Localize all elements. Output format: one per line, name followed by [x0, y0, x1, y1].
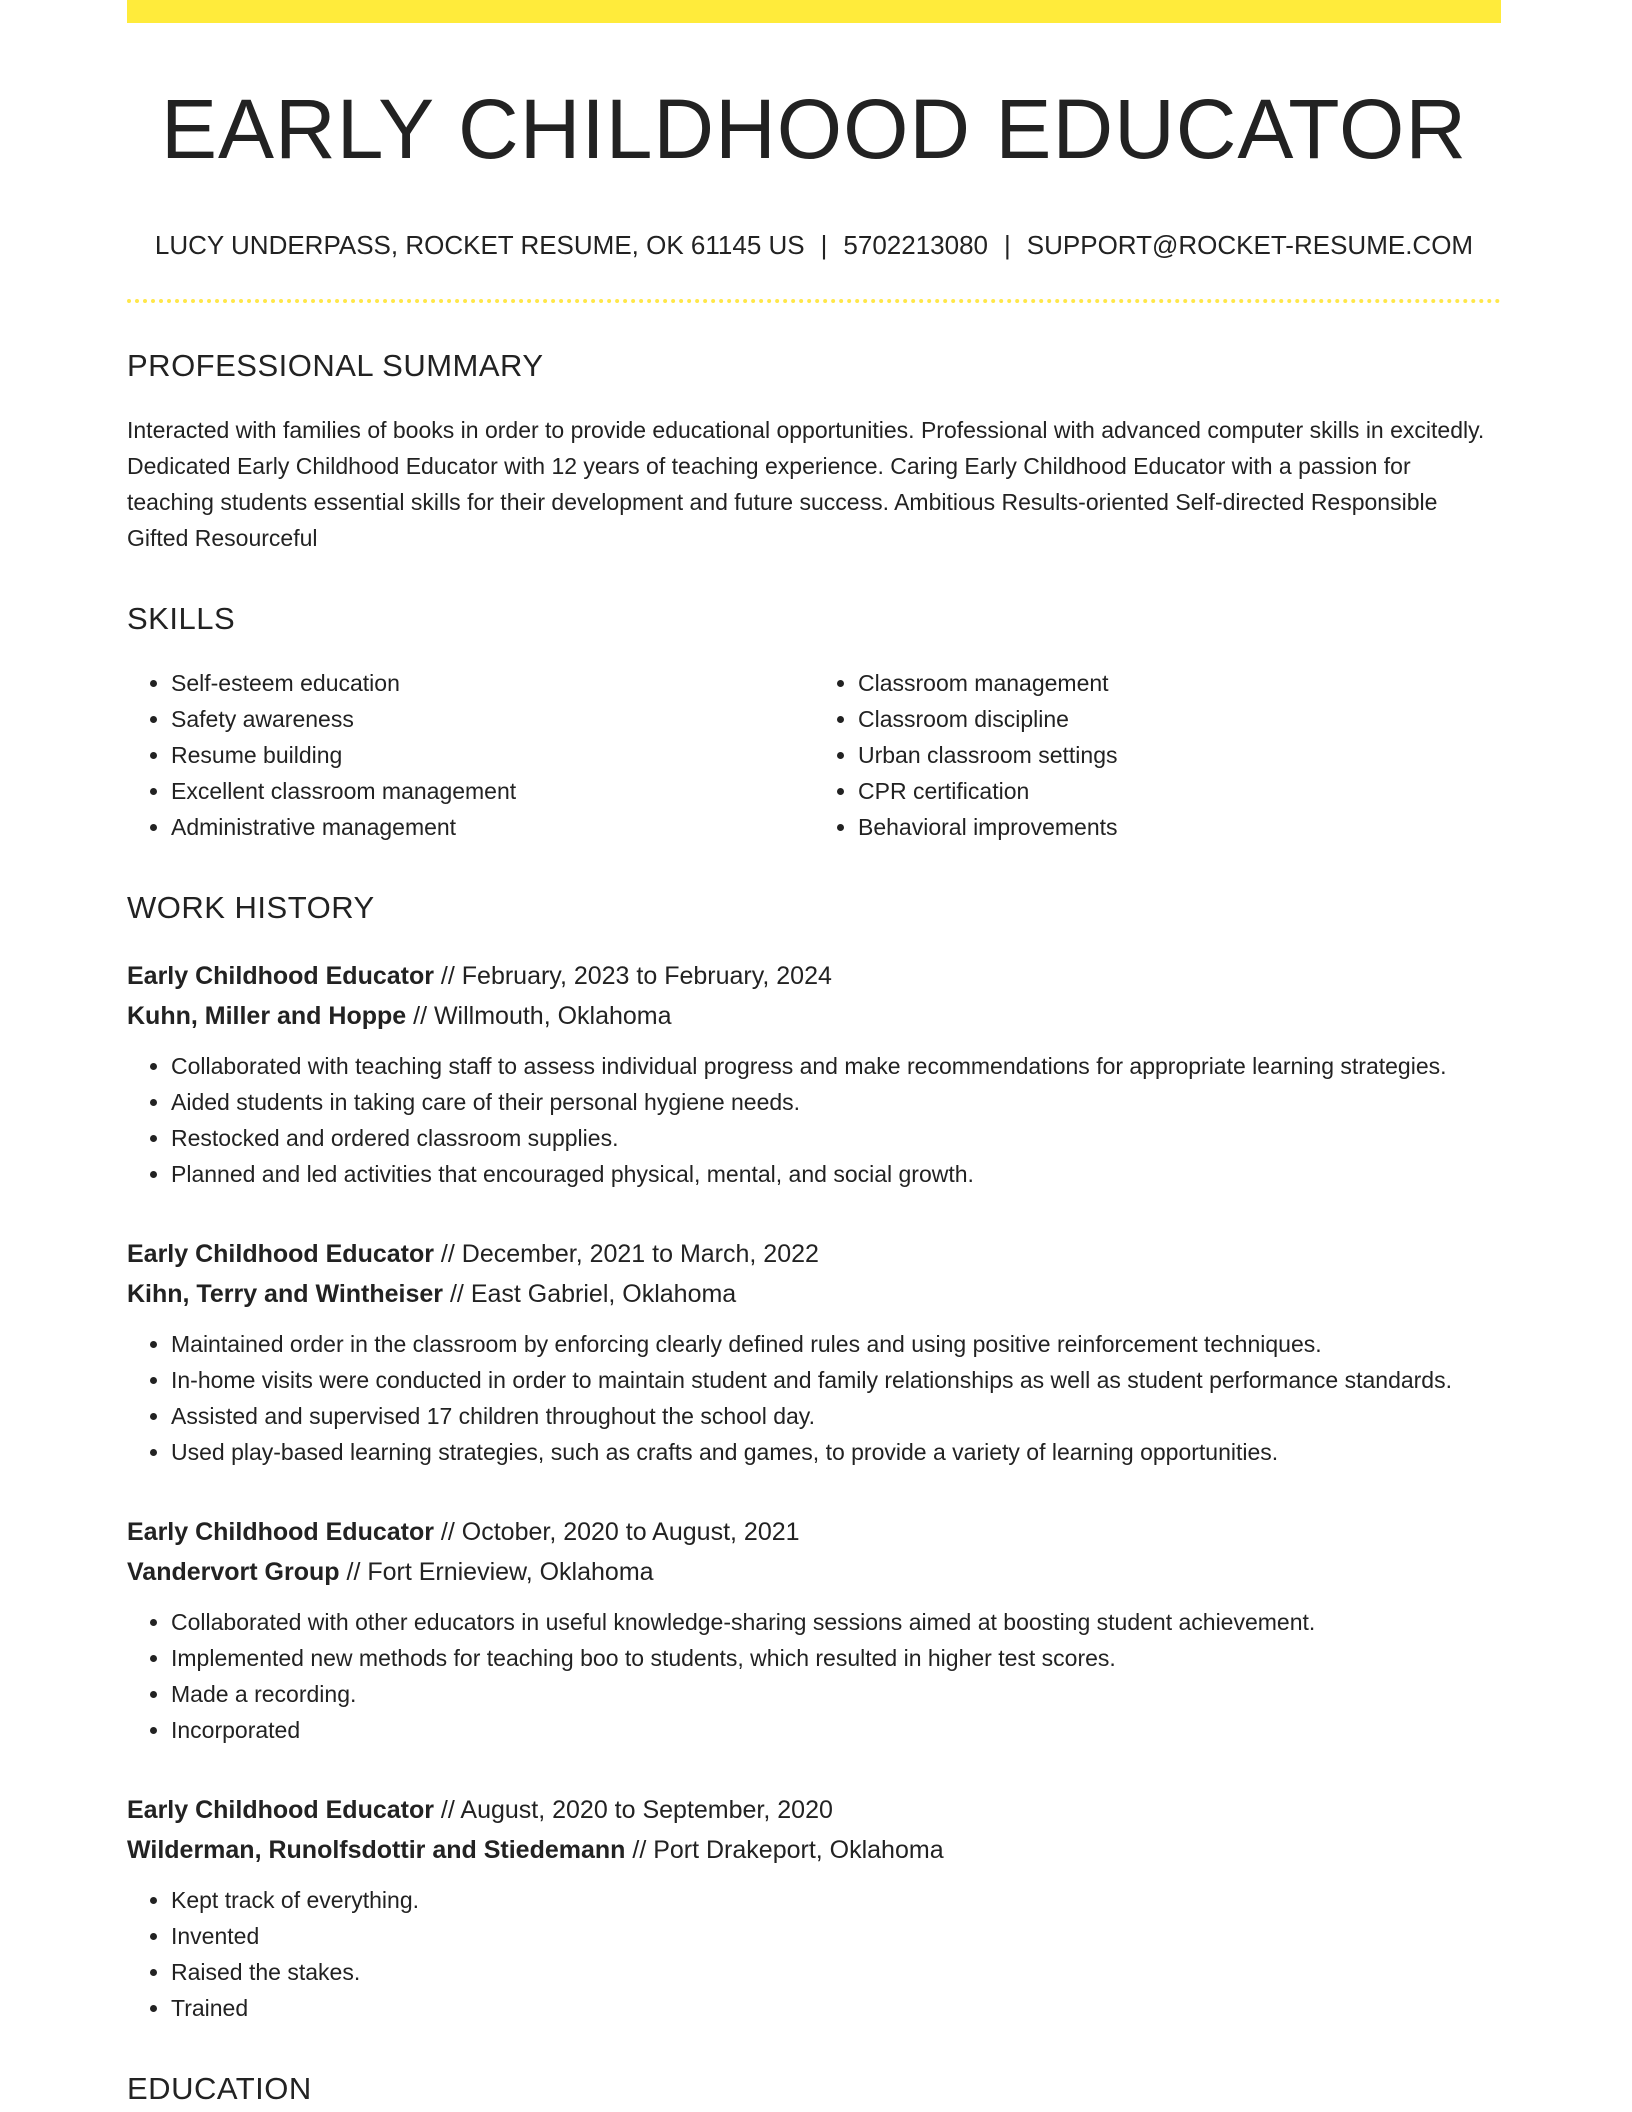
job-bullets [127, 1326, 1501, 1470]
job-dates: // February, 2023 to February, 2024 [433, 962, 832, 991]
job-bullet: • In-home visits were conducted in order to maintain student and family relationships as well as student performance standards. [171, 1362, 1501, 1398]
job-company: Kihn, Terry and Wintheiser [127, 1280, 444, 1309]
job-bullets [127, 1604, 1501, 1748]
job-bullet: • Kept track of everything. [171, 1882, 1501, 1918]
job-title: Early Childhood Educator [127, 1240, 434, 1269]
contact-line [127, 230, 1501, 261]
job-title: Early Childhood Educator [127, 962, 434, 991]
job-bullets [127, 1882, 1501, 2026]
job-bullet: • Raised the stakes. [171, 1954, 1501, 1990]
job-location: // East Gabriel, Oklahoma [443, 1280, 737, 1309]
job-dates: // August, 2020 to September, 2020 [433, 1796, 833, 1825]
skills-section [127, 600, 1501, 845]
job-bullet: • Trained [171, 1990, 1501, 2026]
job-dates: // December, 2021 to March, 2022 [433, 1240, 819, 1269]
job-location: // Port Drakeport, Oklahoma [625, 1836, 944, 1865]
job-bullet: • Invented [171, 1918, 1501, 1954]
skill-item: • Self-esteem education [171, 665, 814, 701]
contact-phone: 5702213080 [843, 229, 989, 260]
contact-email: SUPPORT@ROCKET-RESUME.COM [1026, 229, 1474, 260]
contact-address: LUCY UNDERPASS, ROCKET RESUME, OK 61145 US [154, 229, 805, 260]
job-company-line [127, 1274, 1501, 1314]
skill-item: • CPR certification [858, 773, 1501, 809]
top-accent-bar [127, 0, 1501, 23]
job-location: // Willmouth, Oklahoma [406, 1002, 672, 1031]
job-title-line [127, 1234, 1501, 1274]
job-company-line [127, 1552, 1501, 1592]
job-location: // Fort Ernieview, Oklahoma [339, 1558, 654, 1587]
header-divider [127, 299, 1501, 303]
job-entry [127, 1234, 1501, 1470]
section-heading-summary: PROFESSIONAL SUMMARY [127, 347, 544, 383]
job-bullet: • Collaborated with teaching staff to assess individual progress and make recommendations for appropriate learning strategies. [171, 1048, 1501, 1084]
job-company: Vandervort Group [127, 1558, 340, 1587]
job-bullet: • Restocked and ordered classroom supplies. [171, 1120, 1501, 1156]
job-company: Wilderman, Runolfsdottir and Stiedemann [127, 1836, 626, 1865]
summary-text: Interacted with families of books in order to provide educational opportunities. Professional with advanced computer skills in excitedly. Dedicated Early Childhood Educator with 12 years of teaching experience. Caring Early Childhood Educator with a passion for teaching students essential skills for their development and future success. Ambitious Results-oriented Self-directed Responsible Gifted Resourceful [127, 416, 1485, 551]
skills-columns [127, 665, 1501, 845]
skill-item: • Behavioral improvements [858, 809, 1501, 845]
job-title-line [127, 1512, 1501, 1552]
skill-item: • Classroom discipline [858, 701, 1501, 737]
job-company-line [127, 1830, 1501, 1870]
section-heading-skills: SKILLS [127, 600, 236, 636]
job-entry [127, 1512, 1501, 1748]
job-title-line [127, 956, 1501, 996]
section-heading-education: EDUCATION [127, 2071, 312, 2107]
job-bullets [127, 1048, 1501, 1192]
contact-separator: | [820, 229, 828, 260]
resume-page [127, 0, 1501, 2108]
skill-item: • Safety awareness [171, 701, 814, 737]
job-title-line [127, 1790, 1501, 1830]
education-section [127, 2070, 1501, 2107]
job-company-line [127, 996, 1501, 1036]
job-title: Early Childhood Educator [127, 1518, 434, 1547]
job-bullet: • Planned and led activities that encouraged physical, mental, and social growth. [171, 1156, 1501, 1192]
job-bullet: • Collaborated with other educators in useful knowledge-sharing sessions aimed at boosting student achievement. [171, 1604, 1501, 1640]
job-bullet: • Used play-based learning strategies, such as crafts and games, to provide a variety of learning opportunities. [171, 1434, 1501, 1470]
job-entry [127, 956, 1501, 1192]
contact-separator: | [1004, 229, 1011, 260]
skill-item: • Urban classroom settings [858, 737, 1501, 773]
skill-item: • Classroom management [858, 665, 1501, 701]
job-bullet: • Made a recording. [171, 1676, 1501, 1712]
job-bullet: • Incorporated [171, 1712, 1501, 1748]
job-dates: // October, 2020 to August, 2021 [433, 1518, 800, 1547]
skill-item: • Resume building [171, 737, 814, 773]
work-history-section [127, 889, 1501, 2026]
skills-list-left [127, 665, 814, 845]
job-bullet: • Maintained order in the classroom by enforcing clearly defined rules and using positive reinforcement techniques. [171, 1326, 1501, 1362]
job-entry [127, 1790, 1501, 2026]
resume-title: EARLY CHILDHOOD EDUCATOR [160, 82, 1468, 176]
job-bullet: • Assisted and supervised 17 children throughout the school day. [171, 1398, 1501, 1434]
job-title: Early Childhood Educator [127, 1796, 434, 1825]
job-bullet: • Aided students in taking care of their personal hygiene needs. [171, 1084, 1501, 1120]
skills-list-right [814, 665, 1501, 845]
professional-summary-section [127, 347, 1501, 556]
job-company: Kuhn, Miller and Hoppe [127, 1002, 407, 1031]
skill-item: • Administrative management [171, 809, 814, 845]
job-bullet: • Implemented new methods for teaching boo to students, which resulted in higher test scores. [171, 1640, 1501, 1676]
skill-item: • Excellent classroom management [171, 773, 814, 809]
section-heading-work-history: WORK HISTORY [127, 890, 375, 926]
